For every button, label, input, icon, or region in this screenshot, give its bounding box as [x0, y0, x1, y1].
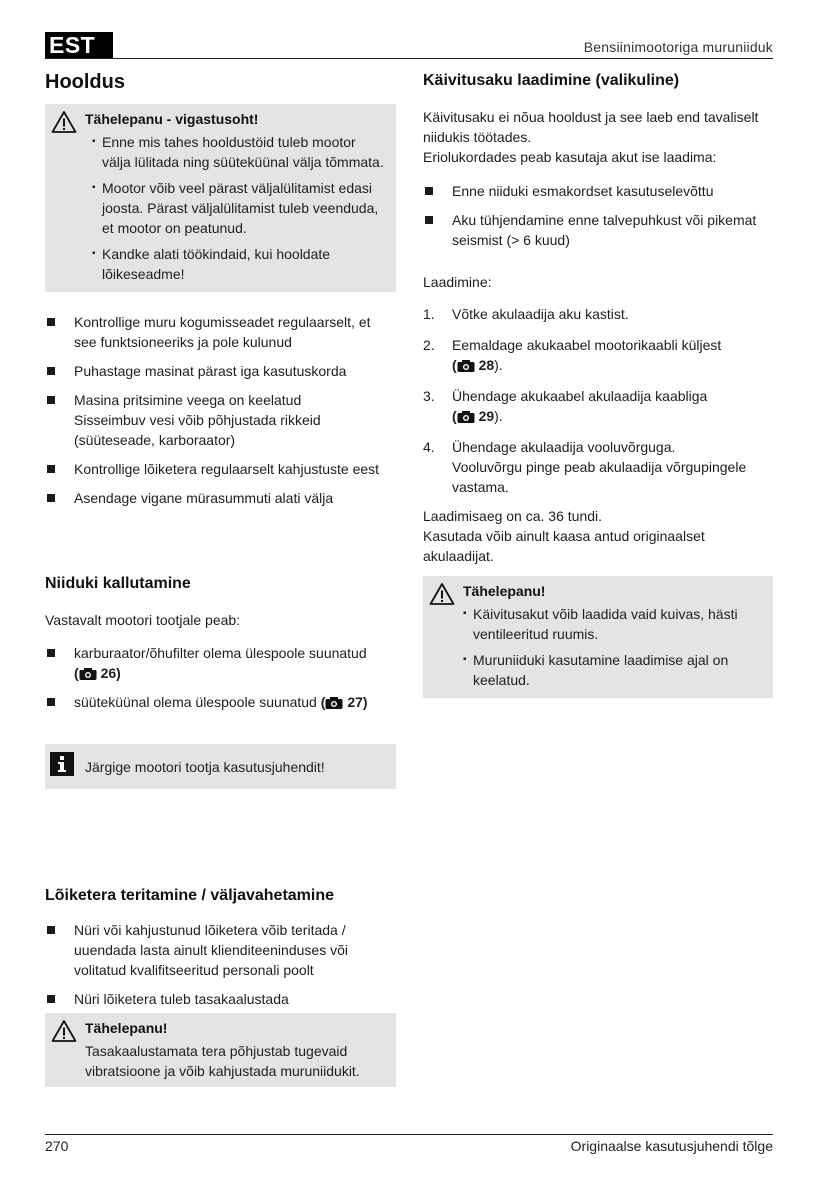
tilting-section [45, 574, 396, 721]
warning-item: ▪ Muruniiduki kasutamine laadimise ajal on keelatud. [463, 650, 761, 690]
step-number: 2. [423, 337, 435, 353]
item-text: süüteküünal olema ülespoole suunatud [74, 694, 317, 710]
hooldus-title: Hooldus [45, 71, 125, 93]
list-item [45, 989, 396, 1009]
hooldus-list [45, 312, 396, 508]
bullet-square [47, 396, 55, 404]
warning-item: ▪ Mootor võib veel pärast väljalülitamist edasi joosta. Pärast väljalülitamist tuleb veenduda, et mootor on peatunud. [92, 178, 384, 238]
bullet-square [47, 926, 55, 934]
bullet-square [425, 187, 433, 195]
bullet-square [47, 649, 55, 657]
bullet-square [47, 318, 55, 326]
step-text: Ühendage akulaadija vooluvõrguga. [452, 439, 676, 455]
item-text: Kontrollige lõiketera regulaarselt kahjustuste eest [74, 461, 380, 477]
page-number: 270 [45, 1138, 69, 1154]
step-text: Eemaldage akukaabel mootorikaabli küljest [452, 337, 722, 353]
list-item [45, 312, 396, 352]
list-item [45, 643, 396, 683]
item-text: Puhastage masinat pärast iga kasutuskorda [74, 363, 347, 379]
tilting-title: Niiduki kallutamine [45, 575, 191, 592]
bullet-square [425, 216, 433, 224]
figure-reference: ( 27) [320, 694, 368, 710]
tilting-intro: Vastavalt mootori tootjale peab: [45, 612, 241, 628]
right-column [423, 68, 773, 698]
step-number: 1. [423, 306, 435, 322]
list-item [45, 390, 396, 450]
tilting-list [45, 643, 396, 712]
list-item [45, 488, 396, 508]
warning-title: Tähelepanu! [463, 583, 546, 599]
item-text: Enne niiduki esmakordset kasutuselevõttu [452, 183, 714, 199]
bullet-square [47, 367, 55, 375]
warning-icon [51, 1019, 77, 1043]
figure-reference: ( 29 [452, 408, 495, 424]
warning-text: Tasakaalustamata tera põhjustab tugevaid vibratsioone ja võib kahjustada muruniidukit. [85, 1043, 360, 1079]
warning-item: ▪ Enne mis tahes hooldustöid tuleb mootor välja lülitada ning süüteküünal välja tõmmata. [92, 132, 384, 172]
step-number: 4. [423, 439, 435, 455]
balance-warning-box [45, 1013, 396, 1087]
list-item [423, 210, 773, 250]
warning-list [92, 132, 384, 284]
warning-list [463, 604, 761, 690]
figure-reference: ( 26) [74, 665, 121, 681]
item-text: Kontrollige muru kogumisseadet regulaarselt, et see funktsioneeriks ja pole kulunud [74, 314, 371, 350]
item-text: karburaator/õhufilter olema ülespoole suunatud [74, 645, 367, 661]
blade-section [45, 886, 396, 1087]
warning-icon [429, 582, 455, 606]
warning-title: Tähelepanu! [85, 1020, 168, 1036]
list-item [45, 692, 396, 712]
charger-note: Kasutada võib ainult kaasa antud originaalset akulaadijat. [423, 528, 705, 564]
item-text: Asendage vigane mürasummuti alati välja [74, 490, 334, 506]
list-item [45, 361, 396, 381]
step-item [423, 437, 773, 497]
list-item [45, 920, 396, 980]
bullet-square [47, 465, 55, 473]
charging-steps [423, 304, 773, 497]
camera-icon [457, 411, 475, 423]
footer-title: Originaalse kasutusjuhendi tõlge [570, 1138, 773, 1154]
item-text: Nüri lõiketera tuleb tasakaalustada [74, 991, 289, 1007]
injury-warning-box [45, 104, 396, 292]
figure-number: 26 [100, 665, 117, 681]
header-rule [45, 58, 773, 59]
list-item [45, 459, 396, 479]
warning-item: ▪ Kandke alati töökindaid, kui hooldate lõikeseadme! [92, 244, 384, 284]
step-item: 3. Ühendage akukaabel akulaadija kaabliga ( 29). [423, 388, 708, 424]
language-tag: EST [45, 32, 113, 59]
battery-cases-list [423, 181, 773, 250]
step-text: Ühendage akukaabel akulaadija kaabliga [452, 388, 708, 404]
info-text: Järgige mootori tootja kasutusjuhendit! [85, 759, 325, 775]
bullet-square [47, 494, 55, 502]
warning-icon [51, 110, 77, 134]
step-item: 2. Eemaldage akukaabel mootorikaabli küljest ( 28). [423, 337, 722, 373]
item-text: Aku tühjendamine enne talvepuhkust või pikemat seismist (> 6 kuud) [452, 212, 757, 248]
item-text: (süüteseade, karboraator) [74, 432, 236, 448]
charging-time: Laadimisaeg on ca. 36 tundi. [423, 508, 603, 524]
warning-title: Tähelepanu - vigastusoht! [85, 111, 259, 127]
blade-title: Lõiketera teritamine / väljavahetamine [45, 887, 335, 904]
camera-icon [457, 360, 475, 372]
left-column [45, 68, 396, 517]
step-text: Vooluvõrgu pinge peab akulaadija võrgupingele vastama. [452, 459, 747, 495]
item-text: Masina pritsimine veega on keelatud [74, 392, 302, 408]
list-item [423, 181, 773, 201]
item-text: Nüri või kahjustunud lõiketera võib teritada / uuendada lasta ainult klienditeeninduses või volitatud kvalifitseeritud personali poolt [74, 922, 348, 978]
footer-rule [45, 1134, 773, 1135]
charging-label: Laadimine: [423, 274, 492, 290]
camera-icon [325, 697, 343, 709]
step-item [423, 304, 773, 324]
header-title: Bensiinimootoriga muruniiduk [583, 39, 773, 55]
warning-item: ▪ Käivitusakut võib laadida vaid kuivas, hästi ventileeritud ruumis. [463, 604, 761, 644]
battery-intro: Käivitusaku ei nõua hooldust ja see laeb end tavaliselt niidukis töötades. [423, 109, 759, 145]
bullet-square [47, 995, 55, 1003]
item-text: Sisseimbuv vesi võib põhjustada rikkeid [74, 412, 321, 428]
figure-number: 27 [347, 694, 363, 710]
figure-number: 28 [478, 357, 495, 373]
info-box [45, 744, 396, 789]
step-text: Võtke akulaadija aku kastist. [452, 306, 629, 322]
figure-reference: ( 28 [452, 357, 495, 373]
battery-intro-2: Eriolukordades peab kasutaja akut ise laadima: [423, 149, 717, 165]
camera-icon [79, 668, 97, 680]
blade-list [45, 920, 396, 1009]
info-icon [50, 752, 74, 776]
bullet-square [47, 698, 55, 706]
battery-title: Käivitusaku laadimine (valikuline) [423, 72, 680, 89]
charging-warning-box [423, 576, 773, 698]
step-number: 3. [423, 388, 435, 404]
figure-number: 29 [478, 408, 495, 424]
